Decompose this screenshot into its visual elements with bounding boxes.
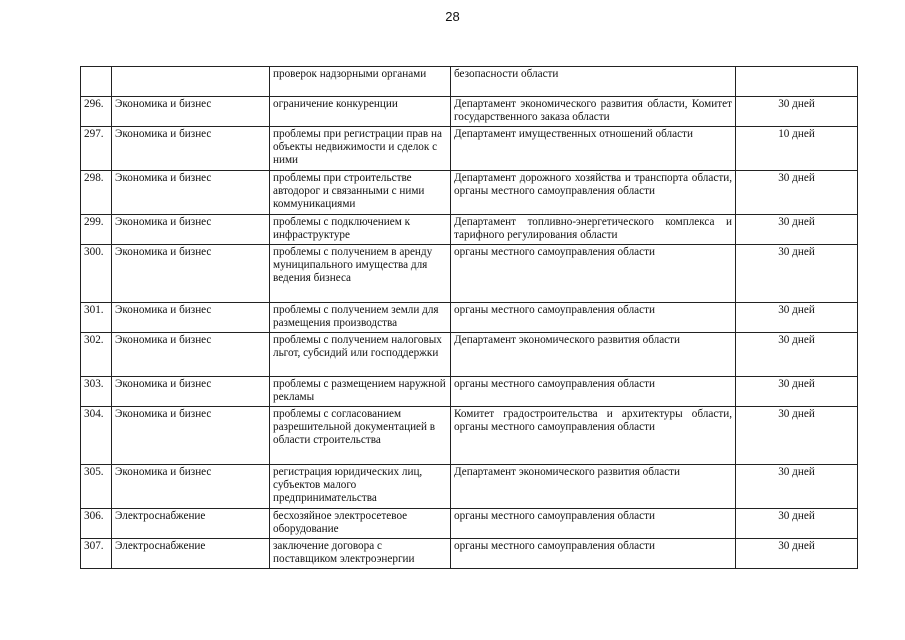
term-cell: 30 дней xyxy=(736,539,858,569)
table-body xyxy=(81,67,858,569)
table-row xyxy=(81,377,858,407)
term-cell: 30 дней xyxy=(736,303,858,333)
page-number: 28 xyxy=(445,9,460,24)
executor-cell: органы местного самоуправления области xyxy=(451,245,736,303)
table-row xyxy=(81,539,858,569)
term-cell: 30 дней xyxy=(736,245,858,303)
question-cell: проверок надзорными органами xyxy=(270,67,451,97)
question-cell: проблемы при строительстве автодорог и связанными с ними коммуникациями xyxy=(270,171,451,215)
row-number-cell: 305. xyxy=(81,465,112,509)
question-cell: проблемы с получением в аренду муниципального имущества для ведения бизнеса xyxy=(270,245,451,303)
executor-cell: органы местного самоуправления области xyxy=(451,303,736,333)
term-cell: 10 дней xyxy=(736,127,858,171)
table-row xyxy=(81,127,858,171)
row-number-cell: 296. xyxy=(81,97,112,127)
question-cell: проблемы при регистрации прав на объекты недвижимости и сделок с ними xyxy=(270,127,451,171)
topic-cell: Экономика и бизнес xyxy=(112,97,270,127)
executor-cell: Комитет градостроительства и архитектуры области, органы местного самоуправления области xyxy=(451,407,736,465)
term-cell: 30 дней xyxy=(736,171,858,215)
question-cell: регистрация юридических лиц, субъектов малого предпринимательства xyxy=(270,465,451,509)
question-cell: ограничение конкуренции xyxy=(270,97,451,127)
question-cell: проблемы с получением налоговых льгот, субсидий или господдержки xyxy=(270,333,451,377)
topic-cell: Экономика и бизнес xyxy=(112,127,270,171)
topic-cell: Экономика и бизнес xyxy=(112,333,270,377)
topic-cell: Экономика и бизнес xyxy=(112,171,270,215)
question-cell: проблемы с размещением наружной рекламы xyxy=(270,377,451,407)
executor-cell: Департамент экономического развития области xyxy=(451,333,736,377)
executor-cell: органы местного самоуправления области xyxy=(451,509,736,539)
row-number-cell: 301. xyxy=(81,303,112,333)
executor-cell: безопасности области xyxy=(451,67,736,97)
row-number-cell: 297. xyxy=(81,127,112,171)
table-row xyxy=(81,303,858,333)
table-row xyxy=(81,509,858,539)
question-cell: проблемы с получением земли для размещения производства xyxy=(270,303,451,333)
row-number-cell: 303. xyxy=(81,377,112,407)
executor-cell: Департамент топливно-энергетического комплекса и тарифного регулирования области xyxy=(451,215,736,245)
term-cell: 30 дней xyxy=(736,215,858,245)
executor-cell: Департамент дорожного хозяйства и транспорта области, органы местного самоуправления области xyxy=(451,171,736,215)
table-row xyxy=(81,465,858,509)
topic-cell xyxy=(112,67,270,97)
executor-cell: органы местного самоуправления области xyxy=(451,539,736,569)
table-row xyxy=(81,171,858,215)
term-cell: 30 дней xyxy=(736,333,858,377)
topic-cell: Экономика и бизнес xyxy=(112,303,270,333)
term-cell: 30 дней xyxy=(736,509,858,539)
row-number-cell: 300. xyxy=(81,245,112,303)
question-cell: бесхозяйное электросетевое оборудование xyxy=(270,509,451,539)
question-cell: заключение договора с поставщиком электроэнергии xyxy=(270,539,451,569)
table-row xyxy=(81,67,858,97)
executor-cell: Департамент имущественных отношений области xyxy=(451,127,736,171)
registry-table xyxy=(80,66,858,569)
topic-cell: Экономика и бизнес xyxy=(112,465,270,509)
topic-cell: Экономика и бизнес xyxy=(112,215,270,245)
row-number-cell: 304. xyxy=(81,407,112,465)
row-number-cell xyxy=(81,67,112,97)
question-cell: проблемы с подключением к инфраструктуре xyxy=(270,215,451,245)
table-row xyxy=(81,333,858,377)
topic-cell: Экономика и бизнес xyxy=(112,377,270,407)
row-number-cell: 298. xyxy=(81,171,112,215)
table-row xyxy=(81,215,858,245)
executor-cell: Департамент экономического развития области, Комитет государственного заказа области xyxy=(451,97,736,127)
table-row xyxy=(81,245,858,303)
term-cell: 30 дней xyxy=(736,407,858,465)
term-cell: 30 дней xyxy=(736,465,858,509)
row-number-cell: 307. xyxy=(81,539,112,569)
executor-cell: органы местного самоуправления области xyxy=(451,377,736,407)
question-cell: проблемы с согласованием разрешительной документацией в области строительства xyxy=(270,407,451,465)
topic-cell: Экономика и бизнес xyxy=(112,245,270,303)
row-number-cell: 306. xyxy=(81,509,112,539)
topic-cell: Электроснабжение xyxy=(112,539,270,569)
term-cell: 30 дней xyxy=(736,97,858,127)
table-row xyxy=(81,97,858,127)
row-number-cell: 302. xyxy=(81,333,112,377)
executor-cell: Департамент экономического развития области xyxy=(451,465,736,509)
term-cell xyxy=(736,67,858,97)
term-cell: 30 дней xyxy=(736,377,858,407)
topic-cell: Экономика и бизнес xyxy=(112,407,270,465)
table-row xyxy=(81,407,858,465)
topic-cell: Электроснабжение xyxy=(112,509,270,539)
row-number-cell: 299. xyxy=(81,215,112,245)
